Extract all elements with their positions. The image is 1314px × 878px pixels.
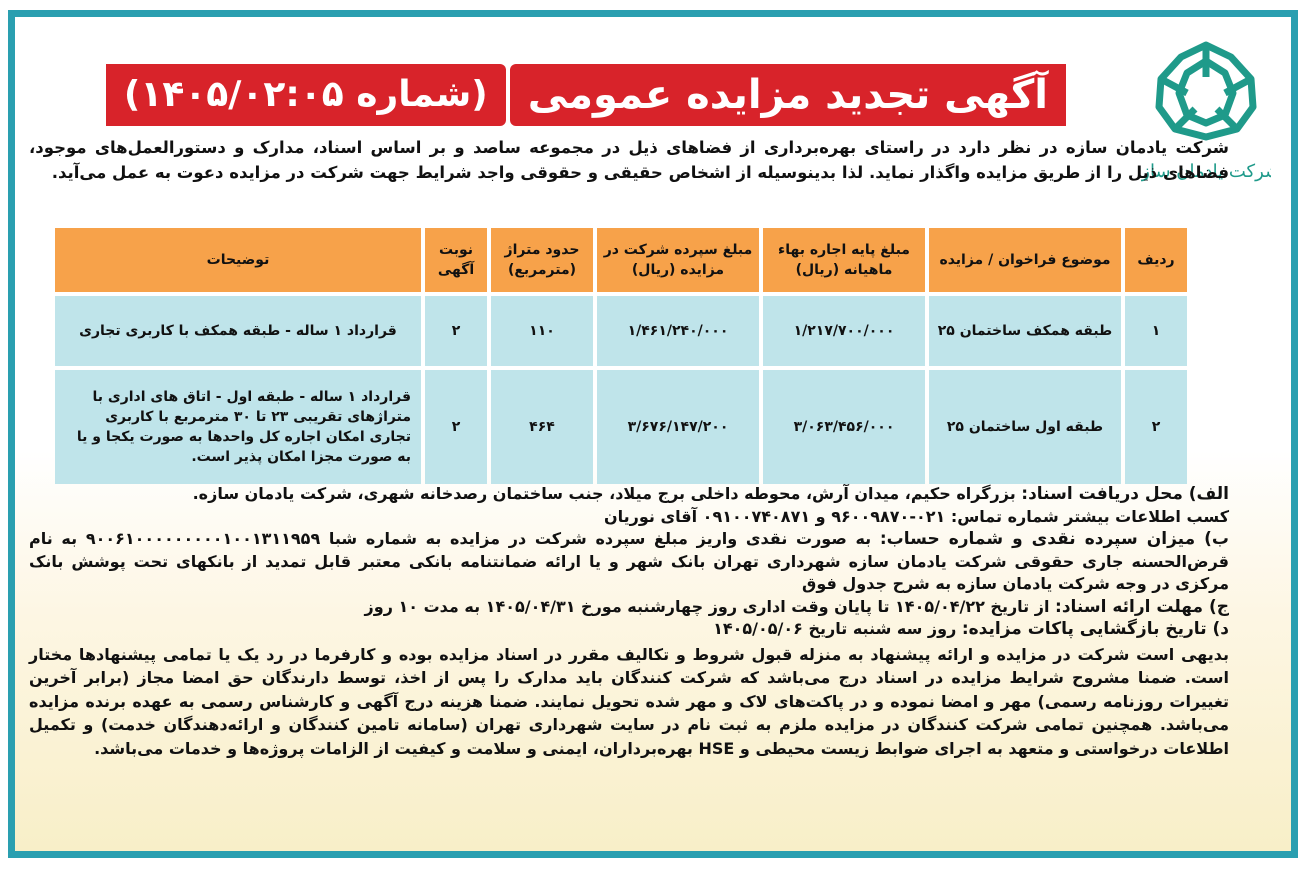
title-number: (شماره ۱۴۰۵/۰۲:۰۵) xyxy=(106,64,506,126)
cell-deposit: ۳/۶۷۶/۱۴۷/۲۰۰ xyxy=(597,370,759,484)
cell-turn: ۲ xyxy=(425,370,487,484)
title-text: آگهی تجدید مزایده عمومی xyxy=(510,64,1066,126)
section-c xyxy=(29,596,1229,619)
notice-title xyxy=(106,63,1066,127)
cell-area: ۴۶۴ xyxy=(491,370,593,484)
cell-base-price: ۳/۰۶۳/۴۵۶/۰۰۰ xyxy=(763,370,925,484)
cell-deposit: ۱/۴۶۱/۲۴۰/۰۰۰ xyxy=(597,296,759,366)
intro-text: در نظر دارد در راستای بهره‌برداری از فضاهای ذیل در مجموعه ساصد و بر اساس اسناد، مدارک و دستورالعمل‌های موجود، فضاهای ذیل را از طریق مزایده واگذار نماید. لذا بدینوسیله از اشخاص حقیقی و حقوقی واجد شرایط جهت شرکت در مزایده دعوت به عمل می‌آید. xyxy=(29,138,1229,182)
section-c-text: از تاریخ ۱۴۰۵/۰۴/۲۲ تا پایان وقت اداری روز چهارشنبه مورخ ۱۴۰۵/۰۴/۳۱ به مدت ۱۰ روز xyxy=(364,596,1056,616)
cell-row-number: ۱ xyxy=(1125,296,1187,366)
cell-subject: طبقه همکف ساختمان ۲۵ xyxy=(929,296,1121,366)
table-row xyxy=(55,370,1187,484)
section-b-title: ب) میزان سپرده نقدی و شماره حساب: xyxy=(879,529,1229,549)
cell-base-price: ۱/۲۱۷/۷۰۰/۰۰۰ xyxy=(763,296,925,366)
section-b-text: به صورت نقدی واریز مبلغ سپرده شرکت در مزایده به شماره شبا ۹۰۰۶۱۰۰۰۰۰۰۰۰۰۱۰۰۱۳۱۱۹۵۹ به نام قرض‌الحسنه جاری حقوقی شرکت یادمان سازه شهرداری تهران بانک شهر و یا ارائه ضمانتنامه بانکی معتبر قابل تمدید از بانکهای تحت پوشش بانک مرکزی در وجه شرکت یادمان سازه به شرح جدول فوق xyxy=(29,529,1229,593)
cell-subject: طبقه اول ساختمان ۲۵ xyxy=(929,370,1121,484)
company-name: شرکت یادمان سازه xyxy=(1065,138,1229,157)
section-a-contact: کسب اطلاعات بیشتر شماره تماس: ۰۲۱-۹۶۰۰۹۸۷۰ و ۰۹۱۰۰۷۴۰۸۷۱ آقای نوریان xyxy=(603,506,1229,526)
header-subject: موضوع فراخوان / مزایده xyxy=(929,228,1121,292)
cell-description: قرارداد ۱ ساله - طبقه اول - اتاق های اداری با متراژهای تقریبی ۲۳ تا ۳۰ مترمربع با کاربری تجاری امکان اجاره کل واحدها به صورت یکجا و یا به صورت مجزا امکان پذیر است. xyxy=(55,370,421,484)
auction-table xyxy=(51,224,1191,488)
section-d xyxy=(29,618,1229,641)
header-deposit: مبلغ سپرده شرکت در مزایده (ریال) xyxy=(597,228,759,292)
header-base-price: مبلغ پایه اجاره بهاء ماهیانه (ریال) xyxy=(763,228,925,292)
cell-row-number: ۲ xyxy=(1125,370,1187,484)
table-row xyxy=(55,296,1187,366)
section-d-title: د) تاریخ بازگشایی پاکات مزایده: xyxy=(961,619,1229,639)
cell-area: ۱۱۰ xyxy=(491,296,593,366)
header-turn: نوبت آگهی xyxy=(425,228,487,292)
header-row-number: ردیف xyxy=(1125,228,1187,292)
cell-description: قرارداد ۱ ساله - طبقه همکف با کاربری تجاری xyxy=(55,296,421,366)
notice-body xyxy=(29,483,1229,760)
section-a-text: بزرگراه حکیم، میدان آرش، محوطه داخلی برج میلاد، جنب ساختمان رصدخانه شهری، شرکت یادمان سازه. xyxy=(192,484,1022,503)
header-area: حدود متراژ (مترمربع) xyxy=(491,228,593,292)
cell-turn: ۲ xyxy=(425,296,487,366)
notice-frame xyxy=(8,10,1298,858)
section-a xyxy=(29,483,1229,506)
section-b xyxy=(29,528,1229,596)
table-header-row xyxy=(55,228,1187,292)
section-c-title: ج) مهلت ارائه اسناد: xyxy=(1055,596,1229,617)
header-description: توضیحات xyxy=(55,228,421,292)
intro-paragraph xyxy=(29,135,1229,185)
final-paragraph: بدیهی است شرکت در مزایده و ارائه پیشنهاد به منزله قبول شروط و تکالیف مقرر در اسناد مزایده بوده و کارفرما در رد یک یا تمامی پیشنهادها مختار است. ضمنا مشروح شرایط مزایده در اسناد درج می‌باشد که شرکت کنندگان باید مدارک را پس از اخذ، توسط دارندگان حق امضا مجاز (برابر آخرین تغییرات روزنامه رسمی) مهر و امضا نموده و در پاکت‌های لاک و مهر شده تحویل نمایند. ضمنا هزینه درج آگهی و کارشناس رسمی به عهده برنده مزایده می‌باشد. همچنین تمامی شرکت کنندگان در مزایده ملزم به ثبت نام در سایت شهرداری تهران (سامانه تامین کنندگان و ارائه‌دهندگان خدمت) و تکمیل اطلاعات درخواستی و متعهد به اجرای ضوابط زیست محیطی و HSE بهره‌برداران، ایمنی و سلامت و کیفیت از الزامات پروژه‌ها و خدمات می‌باشد. xyxy=(29,644,1229,758)
logo-text: رکت یادمان ساز xyxy=(1141,161,1266,182)
section-d-text: روز سه شنبه تاریخ ۱۴۰۵/۰۵/۰۶ xyxy=(713,619,962,638)
section-a-title: الف) محل دریافت اسناد: xyxy=(1021,484,1229,504)
